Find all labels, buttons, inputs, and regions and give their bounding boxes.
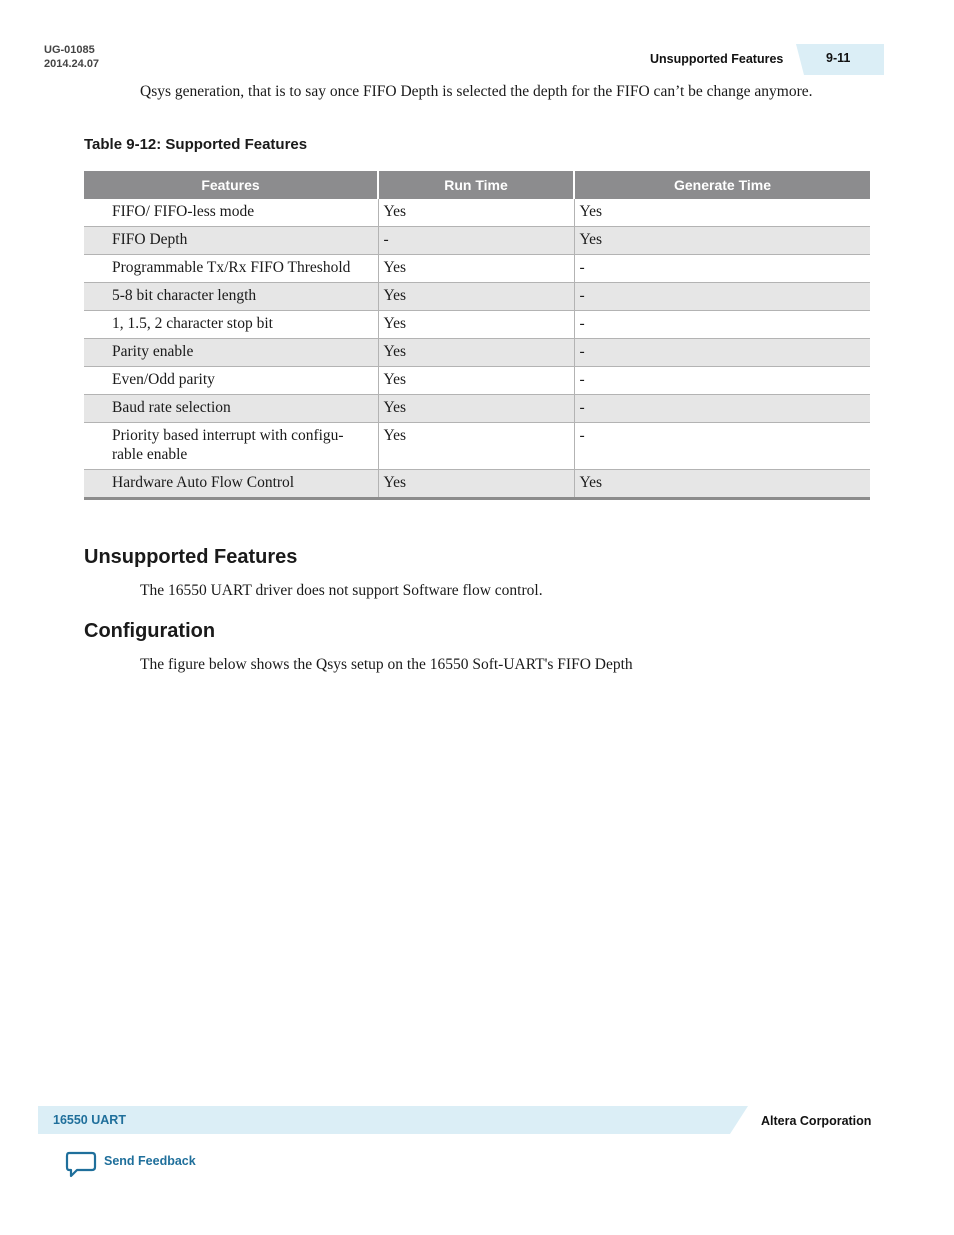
intro-paragraph: Qsys generation, that is to say once FIFO Depth is selected the depth for the FIFO can’t be change anymore. [140,83,813,100]
footer-company: Altera Corporation [761,1114,872,1128]
footer-band [38,1106,748,1134]
generate-time-cell: Yes [574,227,870,255]
generate-time-cell: Yes [574,199,870,227]
generate-time-cell: - [574,367,870,395]
speech-bubble-icon[interactable] [65,1150,97,1178]
generate-time-cell: - [574,339,870,367]
run-time-cell: Yes [378,470,574,499]
feature-cell: 5-8 bit character length [84,283,378,311]
table-caption: Table 9-12: Supported Features [84,136,308,153]
run-time-cell: Yes [378,423,574,470]
table-row [84,423,870,470]
table-row [84,227,870,255]
header-section-title: Unsupported Features [650,52,784,66]
generate-time-cell: - [574,423,870,470]
run-time-cell: Yes [378,199,574,227]
table-row [84,199,870,227]
generate-time-cell: Yes [574,470,870,499]
page-number: 9-11 [826,51,851,65]
feature-cell: 1, 1.5, 2 character stop bit [84,311,378,339]
column-header-generate-time: Generate Time [574,171,870,199]
generate-time-cell: - [574,283,870,311]
document-id-block [44,43,99,71]
table-row [84,470,870,499]
table-row [84,395,870,423]
table-row [84,367,870,395]
table-header-row [84,171,870,199]
unsupported-features-text: The 16550 UART driver does not support Software flow control. [140,582,543,599]
supported-features-table [84,171,870,500]
footer-document-title[interactable]: 16550 UART [53,1113,126,1127]
feature-cell: FIFO Depth [84,227,378,255]
run-time-cell: Yes [378,283,574,311]
run-time-cell: Yes [378,367,574,395]
generate-time-cell: - [574,395,870,423]
table-row [84,339,870,367]
feature-cell: Hardware Auto Flow Control [84,470,378,499]
feature-cell: Baud rate selection [84,395,378,423]
column-header-run-time: Run Time [378,171,574,199]
generate-time-cell: - [574,311,870,339]
document-date: 2014.24.07 [44,58,100,70]
configuration-text: The figure below shows the Qsys setup on the 16550 Soft-UART's FIFO Depth [140,656,633,673]
run-time-cell: Yes [378,311,574,339]
table-row [84,255,870,283]
run-time-cell: Yes [378,255,574,283]
generate-time-cell: - [574,255,870,283]
run-time-cell: - [378,227,574,255]
table-row [84,283,870,311]
feature-cell: Priority based interrupt with configu-rable enable [84,423,378,470]
column-header-features: Features [84,171,378,199]
unsupported-features-heading: Unsupported Features [84,546,298,568]
table-row [84,311,870,339]
feature-cell: Programmable Tx/Rx FIFO Threshold [84,255,378,283]
document-id: UG-01085 [44,44,95,56]
feature-cell: Parity enable [84,339,378,367]
feature-cell: Even/Odd parity [84,367,378,395]
configuration-heading: Configuration [84,620,216,642]
feature-cell: FIFO/ FIFO-less mode [84,199,378,227]
run-time-cell: Yes [378,395,574,423]
send-feedback-link[interactable]: Send Feedback [104,1154,196,1168]
run-time-cell: Yes [378,339,574,367]
